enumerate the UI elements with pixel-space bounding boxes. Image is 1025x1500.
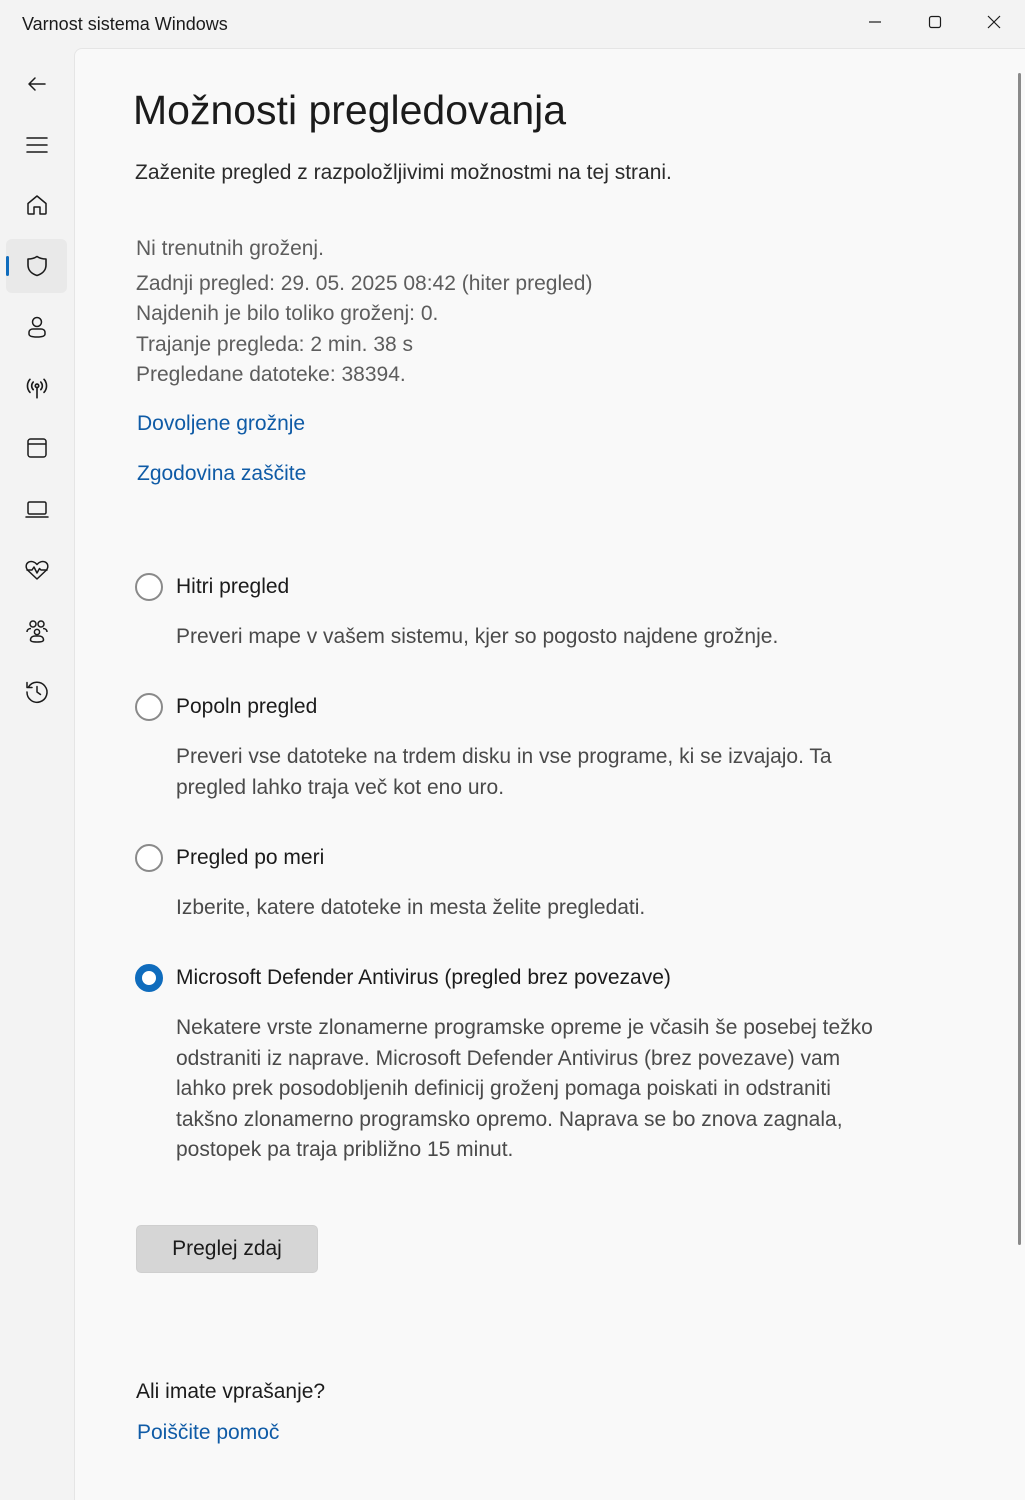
back-button[interactable] xyxy=(6,57,67,111)
full-scan-description: Preveri vse datoteke na trdem disku in vse programe, ki se izvajajo. Ta pregled lahko traja več kot eno uro. xyxy=(176,745,832,799)
quick-scan-description: Preveri mape v vašem sistemu, kjer so pogosto najdene grožnje. xyxy=(176,625,779,648)
menu-icon xyxy=(25,133,49,157)
last-scan: Zadnji pregled: 29. 05. 2025 08:42 (hiter pregled) xyxy=(136,272,593,295)
minimize-button[interactable] xyxy=(846,0,904,44)
nav-home[interactable] xyxy=(6,178,67,232)
allowed-threats-link[interactable]: Dovoljene grožnje xyxy=(137,412,306,435)
menu-button[interactable] xyxy=(6,118,67,172)
nav-device-security[interactable] xyxy=(6,482,67,536)
account-icon xyxy=(25,315,49,339)
nav-protection-history[interactable] xyxy=(6,665,67,719)
quick-scan-label: Hitri pregled xyxy=(176,575,290,598)
app-browser-icon xyxy=(25,436,49,460)
protection-history-link[interactable]: Zgodovina zaščite xyxy=(137,462,307,485)
quick-scan-option[interactable] xyxy=(135,570,289,604)
nav-virus-protection[interactable] xyxy=(6,239,67,293)
scan-duration: Trajanje pregleda: 2 min. 38 s xyxy=(136,333,414,356)
offline-scan-option[interactable] xyxy=(135,961,671,995)
custom-scan-radio[interactable] xyxy=(135,844,163,872)
minimize-icon xyxy=(868,15,882,29)
network-icon xyxy=(24,375,50,401)
nav-family-options[interactable] xyxy=(6,604,67,658)
page-subtitle: Zaženite pregled z razpoložljivimi možnostmi na tej strani. xyxy=(135,161,672,184)
main-content xyxy=(74,48,1025,1500)
device-icon xyxy=(24,497,50,521)
nav-account-protection[interactable] xyxy=(6,300,67,354)
home-icon xyxy=(25,193,49,217)
maximize-button[interactable] xyxy=(906,0,964,44)
threats-found: Najdenih je bilo toliko groženj: 0. xyxy=(136,302,439,325)
offline-scan-description: Nekatere vrste zlonamerne programske opreme je včasih še posebej težko odstraniti iz naprave. Microsoft Defender Antivirus (brez povezave) vam lahko prek posodobljenih definicij groženj pomaga poiskati in odstraniti takšno zlonamerno programsko opremo. Naprava se bo znova zagnala, postopek pa traja približno 15 minut. xyxy=(176,1016,873,1161)
nav-app-browser-control[interactable] xyxy=(6,421,67,475)
app-title: Varnost sistema Windows xyxy=(22,14,228,34)
shield-icon xyxy=(25,254,49,278)
close-icon xyxy=(987,15,1001,29)
nav-firewall[interactable] xyxy=(6,361,67,415)
back-icon xyxy=(25,72,49,96)
full-scan-label: Popoln pregled xyxy=(176,695,318,718)
page-title: Možnosti pregledovanja xyxy=(133,87,567,133)
quick-scan-radio[interactable] xyxy=(135,573,163,601)
health-icon xyxy=(24,558,50,582)
maximize-icon xyxy=(928,15,942,29)
selection-indicator xyxy=(6,256,9,276)
custom-scan-label: Pregled po meri xyxy=(176,846,325,869)
offline-scan-radio[interactable] xyxy=(135,964,163,992)
scan-now-button[interactable]: Preglej zdaj xyxy=(136,1225,318,1273)
scrollbar[interactable] xyxy=(1018,73,1021,1245)
get-help-link[interactable]: Poiščite pomoč xyxy=(137,1421,280,1444)
title-bar xyxy=(0,0,1025,48)
offline-scan-label: Microsoft Defender Antivirus (pregled brez povezave) xyxy=(176,966,671,989)
full-scan-radio[interactable] xyxy=(135,693,163,721)
nav-device-health[interactable] xyxy=(6,543,67,597)
help-question: Ali imate vprašanje? xyxy=(136,1380,326,1403)
history-icon xyxy=(24,679,50,705)
close-button[interactable] xyxy=(965,0,1023,44)
full-scan-option[interactable] xyxy=(135,690,317,724)
files-scanned: Pregledane datoteke: 38394. xyxy=(136,363,406,386)
threat-status: Ni trenutnih groženj. xyxy=(136,237,324,260)
sidebar xyxy=(0,48,73,1500)
custom-scan-description: Izberite, katere datoteke in mesta želite pregledati. xyxy=(176,896,646,919)
custom-scan-option[interactable] xyxy=(135,841,324,875)
family-icon xyxy=(24,618,50,644)
